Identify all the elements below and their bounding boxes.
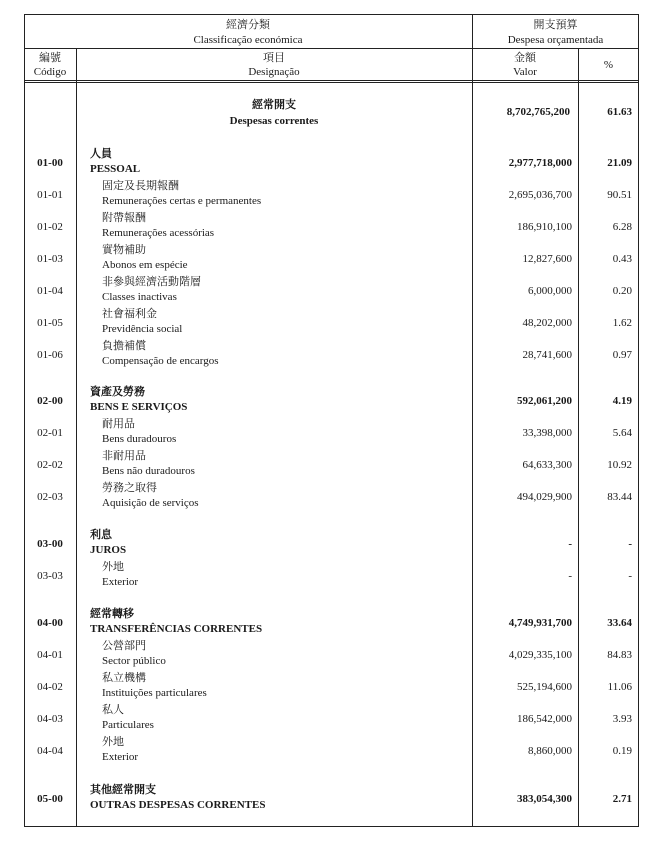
row-label-pt: JUROS [90, 544, 127, 556]
row-code: 03-00 [37, 538, 63, 550]
row-percent: 0.43 [612, 253, 632, 265]
row-code: 01-02 [37, 221, 63, 233]
row-label-zh: 其他經常開支 [90, 783, 156, 796]
row-label-pt: Bens duradouros [102, 433, 177, 445]
row-code: 01-00 [37, 157, 63, 169]
row-code: 02-03 [37, 491, 63, 503]
row-percent: 21.09 [607, 157, 632, 169]
header-code-zh: 編號 [39, 51, 61, 64]
row-value: 592,061,200 [517, 395, 572, 407]
row-percent: 0.19 [612, 745, 632, 757]
row-percent: - [628, 570, 632, 582]
row-label-zh: 耐用品 [102, 417, 135, 430]
row-label-zh: 社會福利金 [102, 307, 157, 320]
row-label-pt: Instituições particulares [102, 687, 207, 699]
row-value: 186,542,000 [517, 713, 572, 725]
row-value: 525,194,600 [517, 681, 572, 693]
header-budget-zh: 開支預算 [533, 18, 578, 31]
total-label-pt: Despesas correntes [229, 115, 319, 127]
row-code: 01-06 [37, 349, 63, 361]
row-label-pt: Particulares [102, 719, 154, 731]
row-label-pt: TRANSFERÊNCIAS CORRENTES [90, 623, 263, 635]
budget-table [24, 14, 639, 827]
row-value: 2,695,036,700 [508, 189, 572, 201]
row-value: 2,977,718,000 [508, 157, 572, 169]
row-value: 6,000,000 [528, 285, 572, 297]
row-code: 04-00 [37, 617, 63, 629]
col-divider-designation [472, 14, 473, 827]
row-code: 04-03 [37, 713, 63, 725]
row-value: 186,910,100 [517, 221, 572, 233]
row-label-pt: Compensação de encargos [102, 355, 219, 367]
row-value: - [568, 570, 572, 582]
row-label-pt: Aquisição de serviços [102, 497, 199, 509]
row-value: 4,029,335,100 [508, 649, 572, 661]
row-code: 04-01 [37, 649, 63, 661]
row-value: 12,827,600 [522, 253, 572, 265]
row-percent: - [628, 538, 632, 550]
row-percent: 5.64 [612, 427, 632, 439]
header-classification-zh: 經濟分類 [226, 18, 270, 31]
header-percent: % [603, 59, 614, 71]
row-code: 04-02 [37, 681, 63, 693]
header-code-pt: Código [33, 66, 67, 78]
row-percent: 90.51 [607, 189, 632, 201]
header-designation-pt: Designação [248, 66, 300, 78]
header-designation-zh: 項目 [263, 51, 285, 64]
header-classification-pt: Classificação económica [193, 34, 303, 46]
row-label-zh: 非參與經濟活動階層 [102, 275, 201, 288]
row-label-zh: 固定及長期報酬 [102, 179, 179, 192]
row-percent: 11.06 [607, 681, 632, 693]
row-code: 01-01 [37, 189, 63, 201]
row-value: 4,749,931,700 [508, 617, 572, 629]
row-label-zh: 附帶報酬 [102, 211, 146, 224]
row-label-zh: 私人 [102, 703, 124, 716]
row-percent: 2.71 [612, 793, 632, 805]
row-percent: 6.28 [612, 221, 632, 233]
row-code: 01-03 [37, 253, 63, 265]
row-label-zh: 利息 [90, 528, 112, 541]
header-budget-pt: Despesa orçamentada [507, 34, 604, 46]
row-value: 48,202,000 [522, 317, 572, 329]
row-label-zh: 私立機構 [102, 671, 146, 684]
row-code: 02-01 [37, 427, 63, 439]
row-label-zh: 實物補助 [102, 243, 146, 256]
row-value: 383,054,300 [517, 793, 572, 805]
row-label-pt: Abonos em espécie [102, 259, 188, 271]
row-percent: 3.93 [612, 713, 632, 725]
row-code: 01-04 [37, 285, 63, 297]
col-divider-code [76, 48, 77, 827]
row-label-pt: PESSOAL [90, 163, 141, 175]
row-label-pt: Classes inactivas [102, 291, 177, 303]
row-code: 05-00 [37, 793, 63, 805]
row-code: 04-04 [37, 745, 63, 757]
row-label-pt: Bens não duradouros [102, 465, 195, 477]
header-value-zh: 金額 [514, 51, 536, 64]
row-label-zh: 人員 [90, 147, 112, 160]
row-percent: 0.97 [612, 349, 632, 361]
row-label-zh: 非耐用品 [102, 449, 146, 462]
header-bottom-rule [24, 80, 639, 83]
row-label-pt: OUTRAS DESPESAS CORRENTES [90, 799, 266, 811]
row-value: 494,029,900 [517, 491, 572, 503]
row-label-pt: Remunerações acessórias [102, 227, 215, 239]
row-value: 64,633,300 [522, 459, 572, 471]
row-percent: 1.62 [612, 317, 632, 329]
row-code: 01-05 [37, 317, 63, 329]
total-value: 8,702,765,200 [506, 106, 570, 118]
row-code: 02-02 [37, 459, 63, 471]
row-percent: 4.19 [612, 395, 632, 407]
row-label-pt: BENS E SERVIÇOS [90, 401, 188, 413]
row-label-pt: Exterior [102, 751, 139, 763]
row-label-pt: Exterior [102, 576, 139, 588]
row-value: - [568, 538, 572, 550]
row-value: 8,860,000 [528, 745, 572, 757]
row-label-zh: 外地 [102, 560, 124, 573]
row-label-pt: Previdência social [102, 323, 183, 335]
header-divider [24, 48, 639, 49]
header-value-pt: Valor [513, 66, 537, 78]
row-label-zh: 公營部門 [102, 639, 146, 652]
row-code: 03-03 [37, 570, 63, 582]
row-label-pt: Remunerações certas e permanentes [102, 195, 262, 207]
row-label-pt: Sector público [102, 655, 166, 667]
row-code: 02-00 [37, 395, 63, 407]
row-label-zh: 資產及勞務 [90, 385, 145, 398]
row-percent: 10.92 [607, 459, 632, 471]
row-label-zh: 勞務之取得 [102, 481, 157, 494]
row-value: 33,398,000 [522, 427, 572, 439]
total-label-zh: 經常開支 [252, 98, 296, 111]
row-percent: 33.64 [607, 617, 632, 629]
row-label-zh: 經常轉移 [90, 607, 134, 620]
row-label-zh: 外地 [102, 735, 124, 748]
row-percent: 0.20 [612, 285, 632, 297]
row-percent: 84.83 [607, 649, 632, 661]
total-percent: 61.63 [607, 106, 632, 118]
row-value: 28,741,600 [522, 349, 572, 361]
row-label-zh: 負擔補償 [102, 339, 146, 352]
row-percent: 83.44 [607, 491, 632, 503]
